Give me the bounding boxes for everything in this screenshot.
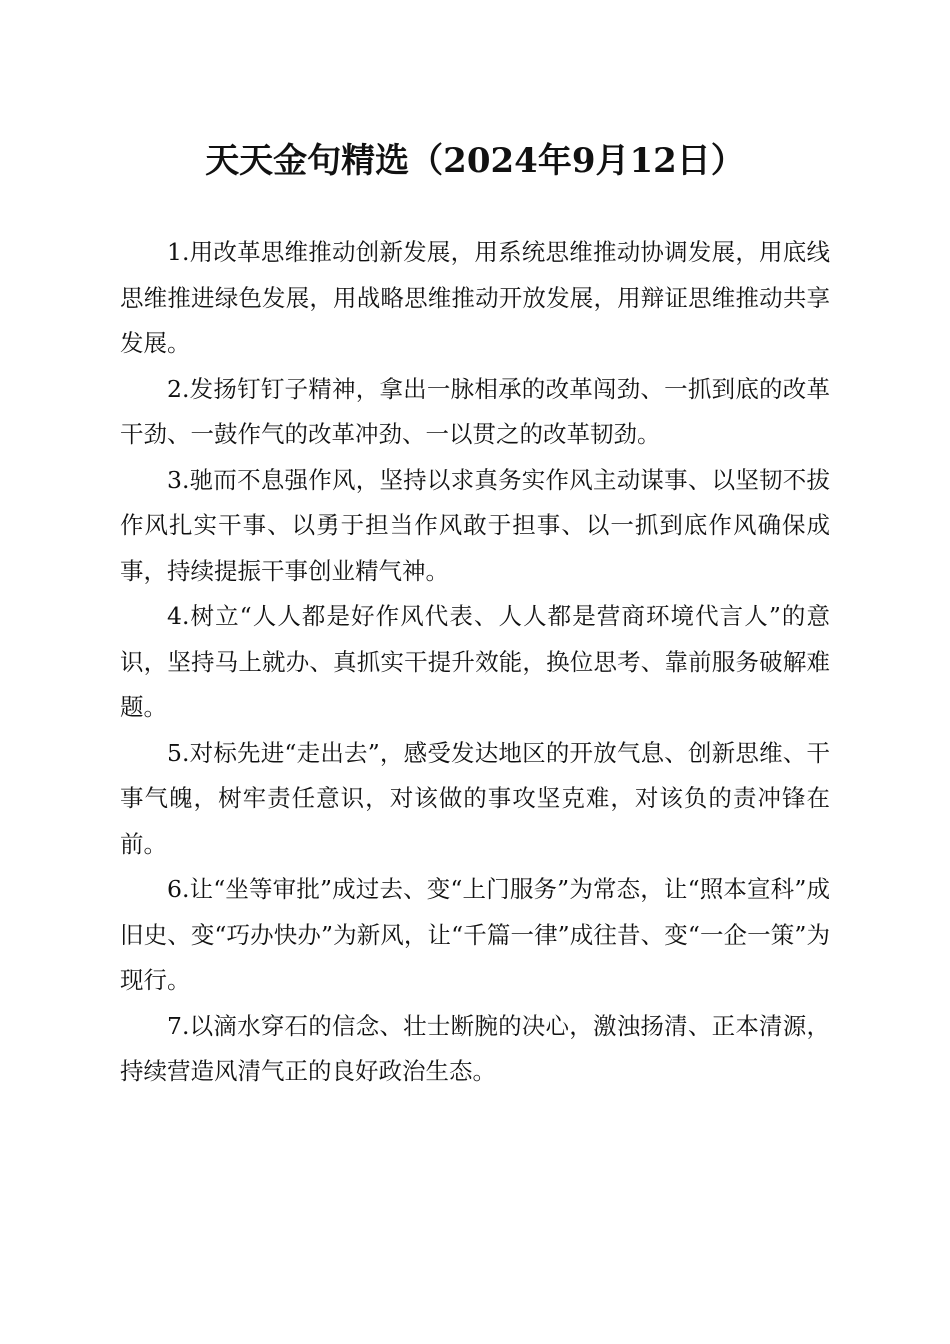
paragraph-4: 4.树立“人人都是好作风代表、人人都是营商环境代言人”的意识，坚持马上就办、真抓实干提升效能，换位思考、靠前服务破解难题。 xyxy=(120,602,830,721)
document-title: 天天金句精选（2024年9月12日） xyxy=(205,141,745,181)
document-body xyxy=(120,230,830,1095)
paragraph-2: 2.发扬钉钉子精神，拿出一脉相承的改革闯劲、一抓到底的改革干劲、一鼓作气的改革冲劲、一以贯之的改革韧劲。 xyxy=(120,374,830,448)
paragraph-5: 5.对标先进“走出去”，感受发达地区的开放气息、创新思维、干事气魄，树牢责任意识，对该做的事攻坚克难，对该负的责冲锋在前。 xyxy=(120,738,830,858)
paragraph-3: 3.驰而不息强作风，坚持以求真务实作风主动谋事、以坚韧不拔作风扎实干事、以勇于担当作风敢于担事、以一抓到底作风确保成事，持续提振干事创业精气神。 xyxy=(120,465,830,585)
paragraph-1: 1.用改革思维推动创新发展，用系统思维推动协调发展，用底线思维推进绿色发展，用战略思维推动开放发展，用辩证思维推动共享发展。 xyxy=(120,238,830,357)
paragraph-7: 7.以滴水穿石的信念、壮士断腕的决心，激浊扬清、正本清源，持续营造风清气正的良好政治生态。 xyxy=(120,1011,830,1085)
paragraph-6: 6.让“坐等审批”成过去、变“上门服务”为常态，让“照本宣科”成旧史、变“巧办快办”为新风，让“千篇一律”成往昔、变“一企一策”为现行。 xyxy=(120,875,830,994)
